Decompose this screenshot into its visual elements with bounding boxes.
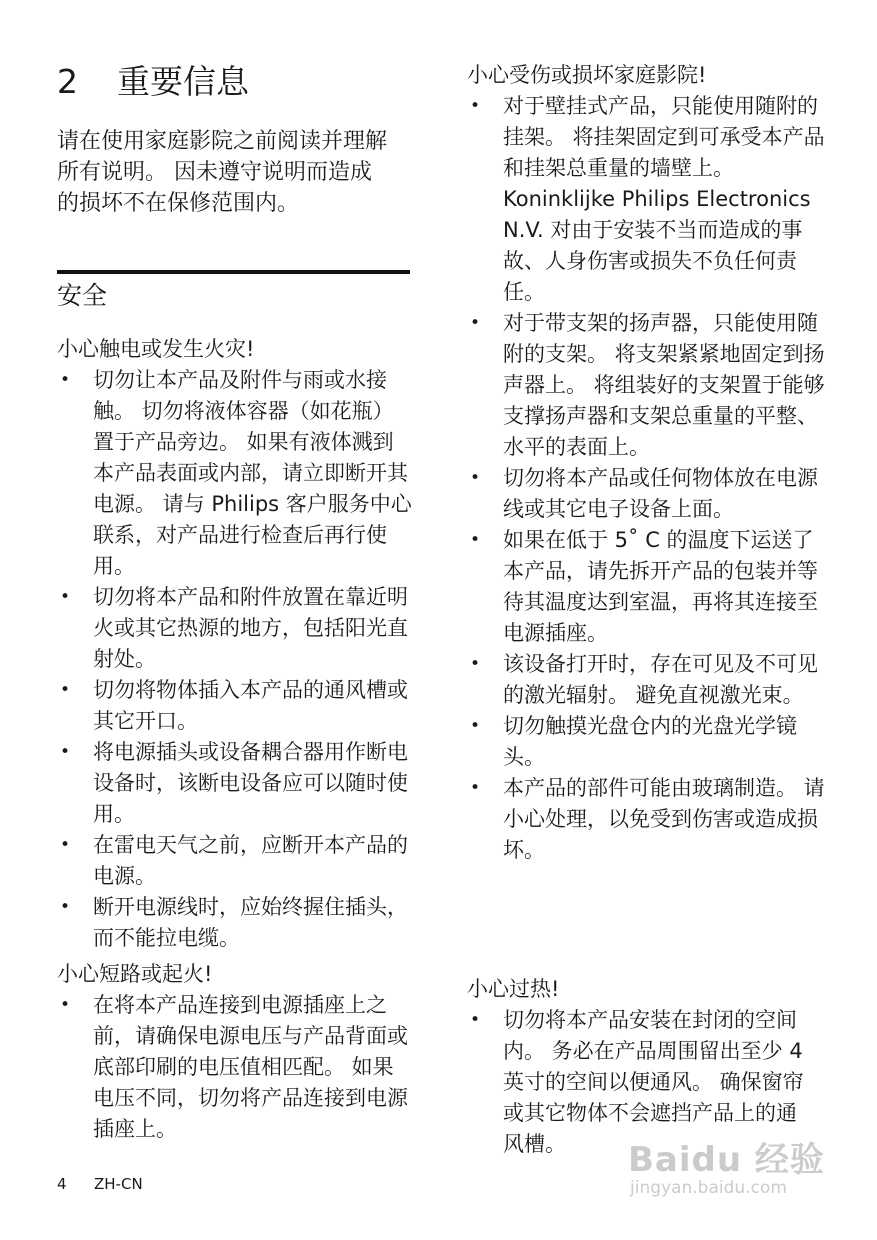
bullet-icon: • [470, 716, 481, 736]
list-item [467, 711, 827, 773]
list-item-text: 切勿触摸光盘仓内的光盘光学镜头。 [503, 714, 797, 769]
list-item [467, 308, 827, 463]
list-item-text: 本产品的部件可能由玻璃制造。 请小心处理，以免受到伤害或造成损坏。 [503, 776, 825, 862]
bullet-list [57, 365, 412, 954]
list-item [467, 649, 827, 711]
intro-paragraph: 请在使用家庭影院之前阅读并理解所有说明。 因未遵守说明而造成的损坏不在保修范围内。 [57, 129, 388, 216]
bullet-icon: • [60, 995, 71, 1015]
fire-shock-warning [57, 334, 412, 954]
list-item-text: 在雷电天气之前，应断开本产品的电源。 [93, 833, 408, 888]
list-item [467, 463, 827, 525]
list-item-text: 切勿将本产品或任何物体放在电源线或其它电子设备上面。 [503, 466, 818, 521]
list-item-text: 切勿将物体插入本产品的通风槽或其它开口。 [93, 678, 408, 733]
page-number: 4 [57, 1175, 67, 1193]
chapter-heading [57, 62, 249, 102]
bullet-icon: • [470, 778, 481, 798]
bullet-icon: • [60, 742, 71, 762]
list-item [57, 365, 412, 582]
bullet-list [57, 990, 412, 1145]
bullet-icon: • [60, 897, 71, 917]
bullet-icon: • [60, 680, 71, 700]
section-title: 安全 [57, 281, 108, 310]
list-item-text: 该设备打开时，存在可见及不可见的激光辐射。 避免直视激光束。 [503, 652, 818, 707]
list-item-text: 在将本产品连接到电源插座上之前，请确保电源电压与产品背面或底部印刷的电压值相匹配。 如果电压不同，切勿将产品连接到电源插座上。 [93, 993, 408, 1141]
list-item [467, 525, 827, 649]
list-item [467, 91, 827, 308]
short-circuit-warning [57, 959, 412, 1145]
warning-heading: 小心受伤或损坏家庭影院! [467, 63, 707, 87]
bullet-icon: • [60, 835, 71, 855]
bullet-list [467, 91, 827, 866]
watermark-logo: Baidu 经验 [628, 1140, 825, 1180]
list-item-text: 切勿将本产品和附件放置在靠近明火或其它热源的地方，包括阳光直射处。 [93, 585, 408, 671]
chapter-number: 2 [57, 62, 78, 101]
list-item [57, 990, 412, 1145]
baidu-watermark [628, 1126, 828, 1206]
list-item-text: 切勿让本产品及附件与雨或水接触。 切勿将液体容器（如花瓶）置于产品旁边。 如果有液体溅到本产品表面或内部，请立即断开其电源。 请与 Philips 客户服务中心联系，对产品进行检查后再行使用。 [93, 368, 412, 578]
chapter-title: 重要信息 [117, 62, 249, 101]
bullet-icon: • [60, 587, 71, 607]
bullet-icon: • [470, 313, 481, 333]
page-footer [57, 1174, 143, 1194]
bullet-icon: • [470, 468, 481, 488]
warning-heading: 小心短路或起火! [57, 962, 213, 986]
list-item-text: 断开电源线时，应始终握住插头，而不能拉电缆。 [93, 895, 408, 950]
list-item [57, 892, 412, 954]
list-item-text: 切勿将本产品安装在封闭的空间内。 务必在产品周围留出至少 4 英寸的空间以便通风。 确保窗帘或其它物体不会遮挡产品上的通风槽。 [503, 1008, 804, 1156]
bullet-icon: • [60, 370, 71, 390]
bullet-icon: • [470, 96, 481, 116]
warning-heading: 小心触电或发生火灾! [57, 337, 255, 361]
language-code: ZH-CN [94, 1175, 143, 1193]
list-item [467, 773, 827, 866]
bullet-icon: • [470, 530, 481, 550]
bullet-icon: • [470, 1010, 481, 1030]
watermark-url: jingyan.baidu.com [630, 1178, 787, 1198]
injury-damage-warning [467, 60, 827, 866]
list-item-text: 对于壁挂式产品，只能使用随附的挂架。 将挂架固定到可承受本产品和挂架总重量的墙壁上。 Koninklijke Philips Electronics N.V. 对由于安装不当而造成的事故、人身伤害或损失不负任何责任。 [503, 94, 825, 304]
section-divider [57, 270, 410, 274]
bullet-icon: • [470, 654, 481, 674]
list-item-text: 将电源插头或设备耦合器用作断电设备时，该断电设备应可以随时使用。 [93, 740, 408, 826]
list-item [57, 582, 412, 675]
list-item-text: 如果在低于 5˚ C 的温度下运送了本产品，请先拆开产品的包装并等待其温度达到室温，再将其连接至电源插座。 [503, 528, 818, 645]
warning-heading: 小心过热! [467, 977, 560, 1001]
list-item [57, 737, 412, 830]
list-item [57, 830, 412, 892]
list-item [57, 675, 412, 737]
list-item-text: 对于带支架的扬声器，只能使用随附的支架。 将支架紧紧地固定到扬声器上。 将组装好的支架置于能够支撑扬声器和支架总重量的平整、水平的表面上。 [503, 311, 825, 459]
